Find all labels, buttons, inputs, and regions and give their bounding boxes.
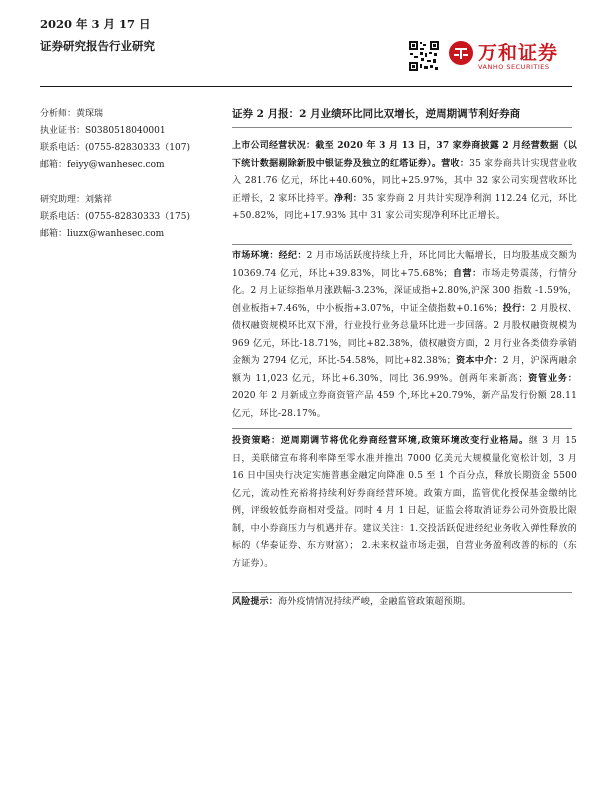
paragraph-risk — [232, 594, 577, 612]
revenue-label: 营收： — [441, 158, 470, 169]
assistant-email: 邮箱：liuzx@wanhesec.com — [40, 229, 165, 239]
section-divider — [232, 428, 572, 429]
asset-mgmt-label: 资管业务： — [527, 373, 577, 384]
revenue-text: 35 家券商共计实现营业收入 281.76 亿元，环比+40.60%，同比+25.97%，其中 32 家公司实现营收环比正增长，2 家环比持平。 — [232, 158, 577, 204]
paragraph-strategy — [232, 433, 577, 573]
logo-mark-icon — [448, 40, 474, 66]
risk-text: 海外疫情情况持续严峻，金融监管政策超预期。 — [278, 597, 472, 607]
ib-text: 2 月股权、债权融资规模环比双下滑，行业投行业务总量环比进一步回落。2 月股权融资规模为 969 亿元，环比-18.71%，同比+82.38%，债权融资方面，2 月行业各类债券承销金额为 2794 亿元，环比-54.58%，同比+82.38%； — [232, 303, 577, 366]
analyst-name: 分析师：黄琛瑞 — [40, 109, 104, 119]
paragraph-operations — [232, 138, 577, 226]
header-divider — [40, 86, 572, 87]
risk-heading: 风险提示： — [232, 597, 279, 607]
report-date: 2020 年 3 月 17 日 — [40, 17, 151, 31]
analyst-phone: 联系电话：(0755-82830333（107) — [40, 143, 190, 153]
capital-intermediary-text: 2 月，沪深两融余额为 11,023 亿元，环比+6.30%，同比 36.99%。创两年来新高； — [232, 356, 577, 384]
net-profit-label: 净利： — [334, 193, 362, 204]
operations-heading: 上市公司经营状况： — [232, 141, 316, 151]
strategy-text: 继 3 月 15 日，美联储宣布将利率降至零水准并推出 7000 亿美元大规模量化宽松计划，3 月 16 日中国央行决定实施普惠金融定向降准 0.5 至 1 个百分点，释放长期资金 5500 亿元，流动性充裕将持续利好券商经营环境。政策方面，监管优化授保基金缴纳比例，评级较低券商相对受益。同时 4 月 1 日起，证监会将取消证券公司外资股比限制，中小券商压力与机遇并存。建议关注：1.交投活跃促进经纪业务收入弹性释放的标的（华泰证券、东方财富）； 2.未来权益市场走强，自营业务盈利改善的标的（东方证券）。 — [232, 436, 577, 569]
qr-code-icon — [408, 40, 440, 72]
logo-text-en: VANHO SECURITIES — [478, 63, 550, 71]
net-profit-text: 35 家券商 2 月共计实现净利润 112.24 亿元，环比+50.82%，同比+17.93% 其中 31 家公司实现净利环比正增长。 — [232, 193, 577, 221]
company-logo — [448, 38, 570, 74]
market-heading: 市场环境： — [232, 251, 279, 261]
proprietary-text: 市场走势震荡，行情分化。2 月上证综指单月涨跌幅-3.23%，深证成指+2.80%,沪深 300 指数 -1.59%，创业板指+7.46%，中小板指+3.07%，中证全债指数+0.16%； — [232, 268, 577, 314]
report-category: 证券研究报告行业研究 — [40, 39, 155, 53]
paragraph-market — [232, 248, 577, 423]
title-divider — [232, 127, 572, 128]
analyst-cert: 执业证书：S0380518040001 — [40, 126, 166, 136]
brokerage-label: 经纪： — [278, 251, 307, 261]
assistant-name: 研究助理：刘紫祥 — [40, 195, 113, 205]
strategy-heading: 投资策略： — [232, 436, 281, 446]
assistant-phone: 联系电话：(0755-82830333（175) — [40, 212, 190, 222]
logo-text: 万和证券 — [478, 42, 559, 64]
analyst-info — [40, 106, 210, 243]
strategy-lead: 逆周期调节将优化券商经营环境,政策环境改变行业格局。 — [280, 436, 529, 446]
operations-intro: 截至 2020 年 3 月 13 日，37 家券商披露 2 月经营数据（以下统计数据剔除新股中银证券及独立的红塔证券）。 — [232, 141, 577, 169]
section-divider — [232, 592, 572, 593]
asset-mgmt-text: 2020 年 2 月新成立券商资管产品 459 个,环比+20.79%，新产品发行份额 28.11 亿元，环比-28.17%。 — [232, 391, 577, 419]
proprietary-label: 自营： — [452, 268, 482, 279]
analyst-email: 邮箱：feiyy@wanhesec.com — [40, 160, 165, 170]
report-title: 证券 2 月报：2 月业绩环比同比双增长，逆周期调节利好券商 — [232, 108, 521, 120]
ib-label: 投行： — [502, 303, 531, 314]
section-divider — [232, 244, 572, 245]
capital-intermediary-label: 资本中介： — [455, 356, 503, 366]
brokerage-text: 2 月市场活跃度持续上升，环比同比大幅增长，日均股基成交额为 10369.74 亿元，环比+39.83%，同比+75.68%； — [232, 251, 577, 279]
